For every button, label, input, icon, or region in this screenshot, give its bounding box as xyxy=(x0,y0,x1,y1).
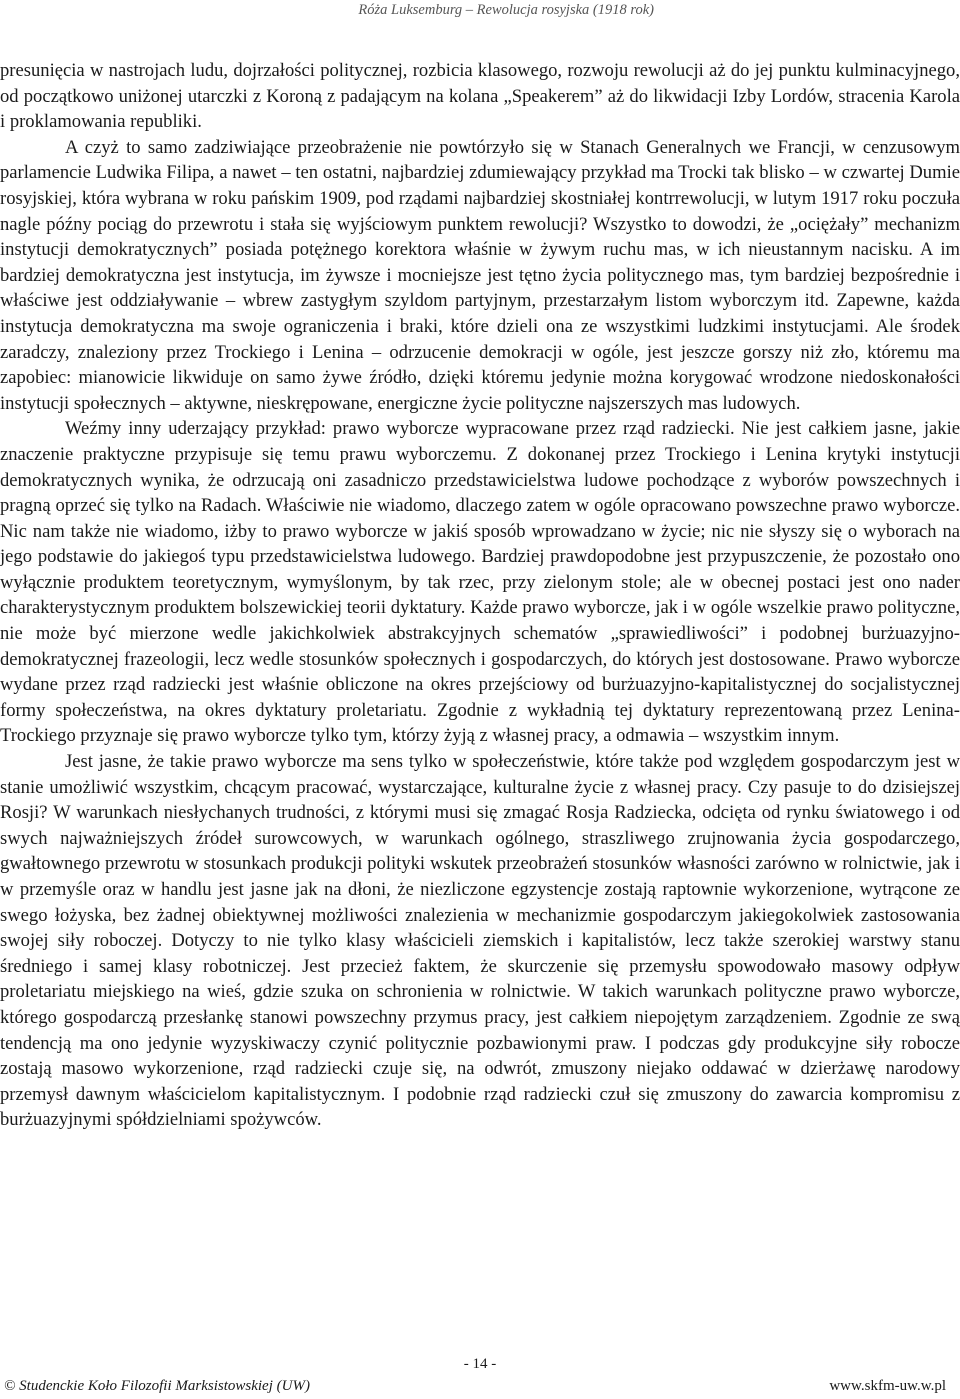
paragraph: Jest jasne, że takie prawo wyborcze ma sens tylko w społeczeństwie, które także pod względem gospodarczym jest w stanie umożliwić wszystkim, chcącym pracować, wystarczające, kulturalne życie z własnej pracy. Czy pasuje to do dzisiejszej Rosji? W warunkach niesłychanych trudności, z którymi musi się zmagać Rosja Radziecka, odcięta od rynku światowego i od swych najważniejszych źródeł surowcowych, w warunkach ogólnego, straszliwego zrujnowania życia gospodarczego, gwałtownego przewrotu w stosunkach produkcji polityki wskutek przeobrażeń stosunków własności zarówno w rolnictwie, jak i w przemyśle oraz w handlu jest jasne jak na dłoni, że niezliczone egzystencje zostają raptownie wykorzenione, wytrącone ze swego łożyska, bez żadnej obiektywnej możliwości znalezienia w mechanizmie gospodarczym jakiegokolwiek zastosowania swojej siły roboczej. Dotyczy to nie tylko klasy właścicieli ziemskich i kapitalistów, lecz także szerokiej warstwy stanu średniego i samej klasy robotniczej. Jest przecież faktem, że skurczenie się przemysłu spowodowało masowy odpływ proletariatu miejskiego na wieś, gdzie szuka on schronienia w rolnictwie. W takich warunkach polityczne prawo wyborcze, którego gospodarczą przesłankę stanowi powszechny przymus pracy, jest całkiem niepojętym zarządzeniem. Zgodnie ze swą tendencją ma ono jedynie wyzyskiwaczy czynić politycznie pozbawionymi praw. I podczas gdy produkcyjne siły robocze zostają masowo wykorzenione, rząd radziecki czuje się, na odwrót, zmuszony niejako oddawać w dzierżawę narodowy przemysł dawnym właścicielom kapitalistycznym. I podobnie rząd radziecki czuł się zmuszony do zawarcia kompromisu z burżuazyjnymi spółdzielniami spożywców. xyxy=(0,751,960,1131)
footer-website-link[interactable]: www.skfm-uw.w.pl xyxy=(829,1378,946,1394)
running-header: Róża Luksemburg – Rewolucja rosyjska (1918 rok) xyxy=(358,2,654,18)
paragraph-continuation: presunięcia w nastrojach ludu, dojrzałości politycznej, rozbicia klasowego, rozwoju rewolucji aż do jej punktu kulminacyjnego, od początkowo uniżonej utarczki z Koroną z padającym na kolana „Speakerem” aż do likwidacji Izby Lordów, stracenia Karola i proklamowania republiki. xyxy=(0,60,960,133)
footer-publisher: © Studenckie Koło Filozofii Marksistowskiej (UW) xyxy=(4,1378,310,1394)
paragraph: Weźmy inny uderzający przykład: prawo wyborcze wypracowane przez rząd radziecki. Nie jest całkiem jasne, jakie znaczenie praktyczne przypisuje się temu prawu wyborczemu. Z dokonanej przez Trockiego i Lenina krytyki instytucji demokratycznych wynika, że odrzucają oni zasadniczo przedstawicielstwa ludowe pochodzące z wyborów powszechnych i pragną oprzeć się tylko na Radach. Właściwie nie wiadomo, dlaczego zatem w ogóle opracowano powszechne prawo wyborcze. Nic nam także nie wiadomo, iżby to prawo wyborcze w jakiś sposób wprowadzano w życie; nic nie słyszy się o wyborach na jego podstawie do jakiegoś typu przedstawicielstwa ludowego. Bardziej prawdopodobne jest przypuszczenie, że pozostało ono wyłącznie produktem teoretycznym, wymyślonym, by tak rzec, przy zielonym stole; ale w obecnej postaci jest ono nader charakterystycznym produktem bolszewickiej teorii dyktatury. Każde prawo wyborcze, jak i w ogóle wszelkie prawo polityczne, nie może być mierzone wedle jakichkolwiek abstrakcyjnych schematów „sprawiedliwości” i podobnej burżuazyjno-demokratycznej frazeologii, lecz wedle stosunków społecznych i gospodarczych, do których jest dostosowane. Prawo wyborcze wydane przez rząd radziecki jest właśnie obliczone na okres przejściowy od burżuazyjno-kapitalistycznej do socjalistycznej formy społeczeństwa, na okres dyktatury proletariatu. Zgodnie z wykładnią tej dyktatury reprezentowaną przez Lenina-Trockiego przyznaje się prawo wyborcze tylko tym, którzy żyją z własnej pracy, a odmawia – wszystkim innym. xyxy=(0,418,960,747)
paragraph: A czyż to samo zadziwiające przeobrażenie nie powtórzyło się w Stanach Generalnych we Francji, w cenzusowym parlamencie Ludwika Filipa, a nawet – ten ostatni, najbardziej zdumiewający przykład ma Trocki tak blisko – w czwartej Dumie rosyjskiej, która wybrana w roku pańskim 1909, pod rządami najbardziej skostniałej kontrrewolucji, w lutym 1917 roku poczuła nagle późny pociąg do przewrotu i stała się wyjściowym punktem rewolucji? Wszystko to dowodzi, że „ociężały” mechanizm instytucji demokratycznych” posiada potężnego korektora właśnie w żywym ruchu mas, w ich nieustannym nacisku. A im bardziej demokratyczna jest instytucja, im żywsze i mocniejsze jest tętno życia politycznego mas, tym bardziej bezpośrednie i właściwe jest oddziaływanie – wbrew zastygłym szyldom partyjnym, przestarzałym listom wyborczym itd. Zapewne, każda instytucja demokratyczna ma swoje ograniczenia i braki, które dzieli ona ze wszystkimi ludzkimi instytucjami. Ale środek zaradczy, znaleziony przez Trockiego i Lenina – odrzucenie demokracji w ogóle, jest jeszcze gorszy niż zło, któremu ma zapobiec: mianowicie likwiduje on samo żywe źródło, dzięki któremu jedynie można korygować wrodzone niedoskonałości instytucji społecznych – aktywne, nieskrępowane, energiczne życie polityczne najszerszych mas ludowych. xyxy=(0,136,960,414)
page-number: - 14 - xyxy=(463,1356,497,1372)
document-body xyxy=(0,58,960,1133)
